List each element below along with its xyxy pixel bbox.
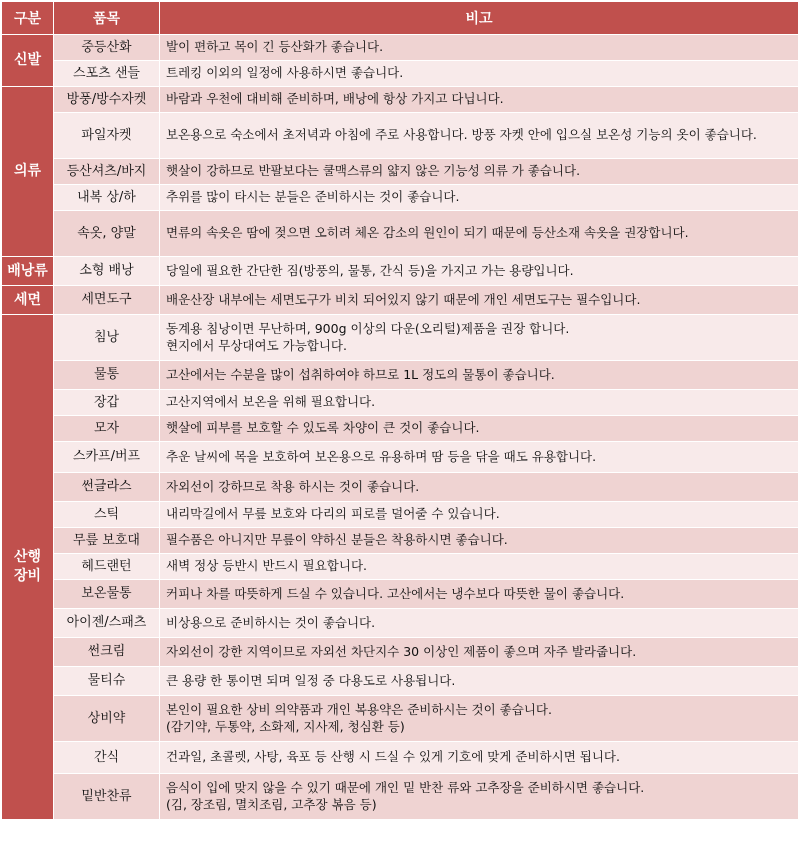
table-row <box>2 185 799 211</box>
item-cell: 침낭 <box>54 315 160 361</box>
note-cell: 바람과 우천에 대비해 준비하며, 배낭에 항상 가지고 다닙니다. <box>160 87 799 113</box>
table-row <box>2 442 799 473</box>
table-row <box>2 35 799 61</box>
item-cell: 장갑 <box>54 390 160 416</box>
item-cell: 내복 상/하 <box>54 185 160 211</box>
note-cell: 배운산장 내부에는 세면도구가 비치 되어있지 않기 때문에 개인 세면도구는 필수입니다. <box>160 286 799 315</box>
note-cell: 추운 날씨에 목을 보호하여 보온용으로 유용하며 땀 등을 닦을 때도 유용합니다. <box>160 442 799 473</box>
note-cell: 내리막길에서 무릎 보호와 다리의 피로를 덜어줄 수 있습니다. <box>160 502 799 528</box>
item-cell: 중등산화 <box>54 35 160 61</box>
item-cell: 상비약 <box>54 696 160 742</box>
item-cell: 물통 <box>54 361 160 390</box>
table-row <box>2 286 799 315</box>
table-row <box>2 159 799 185</box>
note-cell: 자외선이 강하므로 착용 하시는 것이 좋습니다. <box>160 473 799 502</box>
category-gear: 산행 장비 <box>2 315 54 820</box>
category-clothing: 의류 <box>2 87 54 257</box>
header-category: 구분 <box>2 2 54 35</box>
item-cell: 스포츠 샌들 <box>54 61 160 87</box>
header-item: 품목 <box>54 2 160 35</box>
note-cell: 햇살에 피부를 보호할 수 있도록 차양이 큰 것이 좋습니다. <box>160 416 799 442</box>
item-cell: 무릎 보호대 <box>54 528 160 554</box>
table-row <box>2 528 799 554</box>
item-cell: 모자 <box>54 416 160 442</box>
table-row <box>2 742 799 774</box>
note-cell: 새벽 정상 등반시 반드시 필요합니다. <box>160 554 799 580</box>
table-row <box>2 502 799 528</box>
note-cell: 당일에 필요한 간단한 짐(방풍의, 물통, 간식 등)을 가지고 가는 용량입니다. <box>160 257 799 286</box>
note-cell: 햇살이 강하므로 반팔보다는 쿨맥스류의 얇지 않은 기능성 의류 가 좋습니다. <box>160 159 799 185</box>
table-row <box>2 473 799 502</box>
item-cell: 헤드랜턴 <box>54 554 160 580</box>
note-cell: 자외선이 강한 지역이므로 자외선 차단지수 30 이상인 제품이 좋으며 자주 발라줍니다. <box>160 638 799 667</box>
table-row <box>2 416 799 442</box>
note-cell: 본인이 필요한 상비 의약품과 개인 복용약은 준비하시는 것이 좋습니다. (감기약, 두통약, 소화제, 지사제, 청심환 등) <box>160 696 799 742</box>
item-cell: 간식 <box>54 742 160 774</box>
item-cell: 스틱 <box>54 502 160 528</box>
category-toiletries: 세면 <box>2 286 54 315</box>
table-row <box>2 638 799 667</box>
table-row <box>2 61 799 87</box>
item-cell: 아이젠/스패츠 <box>54 609 160 638</box>
table-row <box>2 774 799 820</box>
category-shoes: 신발 <box>2 35 54 87</box>
table-row <box>2 315 799 361</box>
item-cell: 썬크림 <box>54 638 160 667</box>
item-cell: 파일자켓 <box>54 113 160 159</box>
item-cell: 스카프/버프 <box>54 442 160 473</box>
packing-list-table <box>1 1 799 820</box>
note-cell: 큰 용량 한 통이면 되며 일정 중 다용도로 사용됩니다. <box>160 667 799 696</box>
note-cell: 동계용 침낭이면 무난하며, 900g 이상의 다운(오리털)제품을 권장 합니다. 현지에서 무상대여도 가능합니다. <box>160 315 799 361</box>
table-row <box>2 609 799 638</box>
header-row <box>2 2 799 35</box>
table-row <box>2 390 799 416</box>
note-cell: 고산지역에서 보온을 위해 필요합니다. <box>160 390 799 416</box>
item-cell: 보온물통 <box>54 580 160 609</box>
item-cell: 세면도구 <box>54 286 160 315</box>
note-cell: 면류의 속옷은 땀에 젖으면 오히려 체온 감소의 원인이 되기 때문에 등산소재 속옷을 권장합니다. <box>160 211 799 257</box>
table-row <box>2 211 799 257</box>
table-row <box>2 87 799 113</box>
note-cell: 음식이 입에 맞지 않을 수 있기 때문에 개인 밑 반찬 류와 고추장을 준비하시면 좋습니다. (김, 장조림, 멸치조림, 고추장 볶음 등) <box>160 774 799 820</box>
table-row <box>2 361 799 390</box>
note-cell: 발이 편하고 목이 긴 등산화가 좋습니다. <box>160 35 799 61</box>
note-cell: 보온용으로 숙소에서 초저녁과 아침에 주로 사용합니다. 방풍 자켓 안에 입으실 보온성 기능의 옷이 좋습니다. <box>160 113 799 159</box>
table-row <box>2 667 799 696</box>
item-cell: 속옷, 양말 <box>54 211 160 257</box>
table-row <box>2 580 799 609</box>
item-cell: 밑반찬류 <box>54 774 160 820</box>
note-cell: 고산에서는 수분을 많이 섭취하여야 하므로 1L 정도의 물통이 좋습니다. <box>160 361 799 390</box>
item-cell: 등산셔츠/바지 <box>54 159 160 185</box>
table-row <box>2 554 799 580</box>
header-note: 비고 <box>160 2 799 35</box>
note-cell: 건과일, 초콜렛, 사탕, 육포 등 산행 시 드실 수 있게 기호에 맞게 준비하시면 됩니다. <box>160 742 799 774</box>
item-cell: 방풍/방수자켓 <box>54 87 160 113</box>
table-row <box>2 696 799 742</box>
note-cell: 필수품은 아니지만 무릎이 약하신 분들은 착용하시면 좋습니다. <box>160 528 799 554</box>
item-cell: 물티슈 <box>54 667 160 696</box>
table-row <box>2 113 799 159</box>
note-cell: 트레킹 이외의 일정에 사용하시면 좋습니다. <box>160 61 799 87</box>
table-row <box>2 257 799 286</box>
note-cell: 커피나 차를 따뜻하게 드실 수 있습니다. 고산에서는 냉수보다 따뜻한 물이 좋습니다. <box>160 580 799 609</box>
note-cell: 추위를 많이 타시는 분들은 준비하시는 것이 좋습니다. <box>160 185 799 211</box>
item-cell: 썬글라스 <box>54 473 160 502</box>
category-backpack: 배낭류 <box>2 257 54 286</box>
item-cell: 소형 배낭 <box>54 257 160 286</box>
note-cell: 비상용으로 준비하시는 것이 좋습니다. <box>160 609 799 638</box>
